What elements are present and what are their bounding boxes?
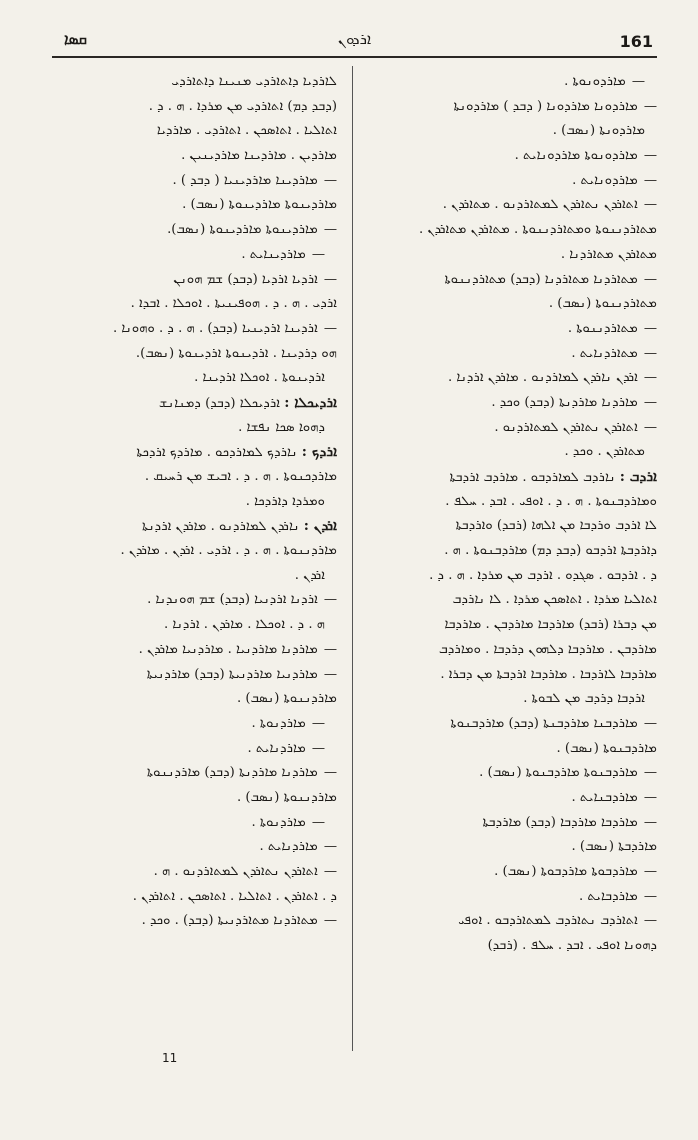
column-divider [352, 66, 353, 1051]
entry-dash: — [311, 814, 325, 830]
entry-line [374, 588, 657, 613]
entry-text: ܐܬܐܪܕܢ ܢܬܐܪܕܢ ܠܡܬܐܪܕܢܘ . ܡܬܐܪܕܢ . [442, 197, 638, 213]
entry-dash: — [323, 864, 337, 879]
headword-lemma: ܐܪܕܢ : [303, 518, 337, 535]
entry-line [54, 119, 337, 144]
entry-line [54, 885, 337, 910]
entry-text: ܗ . ܕ . ܐܘܟܠܐ . ܡܐܪܕܢ . ܐܪܕܢܐ . [163, 617, 325, 633]
entry-dash: — [323, 271, 337, 287]
entry-line [54, 144, 337, 169]
entry-line [374, 193, 657, 218]
entry-line [54, 588, 337, 613]
headword-lemma: ܐܪܕܝܟܠܐ : [284, 394, 337, 411]
entry-text: (ܕܒܕ ܕܡ) ܐܬܐܪܕܝ ܡܢ ܡܪܕܐ . ܗ . ܕ . [148, 98, 337, 114]
entry-text: ܡܐܪܕܝܢ . ܡܐܪܕܝܢܐ ܡܐܪܕܝܢܝܢ . [181, 148, 337, 164]
header-headword: ܐܪܕܘܢ [337, 30, 372, 48]
entry-text: ܕܐܪܕܒܬܐ ܐܪܕܒܘ (ܕܒܕ ܕܡ) ܡܐܪܕܒܢܘܬܐ . ܗ . [444, 543, 657, 559]
entry-text: ܘܡܐܪܕܒܢܘܬܐ . ܗ . ܕ . ܐܘܦܝ . ܐܒܕ . ܚܠܦ . [445, 493, 657, 509]
entry-dash: — [643, 789, 657, 805]
entry-text: ܠܐ ܐܪܕܒ ܘܪܕܒܐ ܡܢ ܐܠܗܐ (ܪܒܕ) ܘܐܪܕܒܬܐ [455, 518, 657, 534]
entry-text: ܡܬܐܪܕܢ ܡܬܐܪܕܢܐ . [560, 246, 657, 262]
entry-line [54, 490, 337, 515]
entry-line [54, 712, 337, 737]
entry-line [54, 169, 337, 194]
entry-dash: — [643, 345, 657, 361]
entry-text: ܡܐܪܕܢܝܐ ܡܐܪܕܢܝܬܐ (ܕܒܕ) ܡܐܪܕܢܝܬܐ [146, 666, 318, 682]
headword-lemma: ܐܪܕܟ : [301, 444, 337, 461]
entry-line [54, 909, 337, 934]
entry-line [374, 539, 657, 564]
entry-line [54, 737, 337, 762]
entry-text: ܡܐܪܕܢܘܬܐ . [251, 814, 306, 830]
entry-text: ܕ . ܐܬܐܪܕܢ . ܐܬܐܠܝܐ . ܐܬܐܣܟܢ . ܐܬܐܪܕܢ . [132, 888, 337, 904]
entry-line [54, 70, 337, 95]
entry-text: ܡܐܪܕܒܐܝܬ . [578, 888, 638, 904]
entry-text: ܢܐܪܕܢ ܠܡܐܪܕܢܘ . ܡܐܪܕܢ ܐܪܕܢܬܐ [142, 519, 300, 535]
entry-text: ܡܬܐܪܕܢ . ܘܟܕ . [564, 444, 645, 460]
entry-text: ܕܗܘܢܐ ܐܘܦܝ . ܐܒܕ . ܚܠܦ . (ܪܒܕ) [487, 938, 657, 954]
entry-line [374, 292, 657, 317]
entry-text: ܡܐܪܕܟܢܘܬܐ . ܗ . ܕ . ܐܒܝܫ ܡܢ ܪܚܝܩ . [144, 469, 337, 484]
entry-line [54, 564, 337, 589]
entry-line [54, 638, 337, 663]
entry-line [54, 514, 337, 539]
entry-text: ܡܐܪܕܘܢܘܬܐ . [564, 74, 626, 89]
entry-line [54, 687, 337, 712]
entry-text: ܡܐܪܕܝܢܘܬܐ ܡܐܪܕܝܢܘܬܐ (ܢܣܒ). [167, 222, 318, 238]
entry-line [374, 761, 657, 786]
entry-text: ܡܐܪܕܘܢܐ ܡܐܪܕܘܢܐ ( ܕܒܕ ) ܡܐܪܕܘܢܬܐ [453, 98, 638, 114]
entry-text: ܡܐܪܕܢܐܝܬ . [259, 839, 318, 855]
entry-line [54, 243, 337, 268]
entry-dash: — [643, 888, 657, 904]
entry-dash: — [643, 394, 657, 410]
entry-text: ܗܘ ܕܪܕܝܢܐ . ܐܪܕܝܢܘܬܐ ܐܪܕܝܢܘܬܐ (ܢܣܒ). [135, 345, 337, 361]
entry-line [374, 860, 657, 885]
entry-text: ܡܐܪܕܢܢܘܬܐ (ܢܣܒ) . [236, 789, 337, 805]
entry-text: ܡܐܪܕܒܐ ܡܐܪܕܒܐ (ܕܒܕ) ܡܐܪܕܒܬܐ [482, 814, 638, 830]
entry-line [54, 268, 337, 293]
entry-dash: — [643, 765, 657, 781]
entry-text: ܢܐܪܕܒ ܠܡܐܪܕܒܘ . ܡܐܪܕܒ ܐܪܕܒܬܐ [449, 470, 616, 485]
header-left-text: ܩܣܐ [64, 30, 87, 48]
page-number: 161 [619, 32, 653, 51]
entry-line [54, 366, 337, 391]
entry-line [374, 835, 657, 860]
entry-text: ܡܐܪܕܘܢܐܝܬ . [572, 172, 638, 188]
entry-text: ܐܪܕܢ . [294, 567, 325, 583]
entry-dash: — [643, 172, 657, 188]
entry-text: ܡܐܪܕܢܐ ܡܐܪܕܢܬܐ (ܕܒܕ) ܘܟܕ . [491, 394, 638, 410]
entry-line [54, 416, 337, 441]
entry-text: ܐܪܕܝܢܐ ܐܪܕܝܢܝܐ (ܕܒܕ) . ܗ . ܕ . ܘܗܘܢܐ . [112, 320, 318, 336]
entry-line [54, 786, 337, 811]
entry-text: ܡܐܪܕܒܢܘܬܐ (ܢܣܒ) . [556, 740, 657, 756]
entry-text: ܡܐܪܕܒܢܘܬܐ ܡܐܪܕܒܢܘܬܐ (ܢܣܒ) . [479, 765, 638, 781]
entry-text: ܡܐܪܕܒܬܐ (ܢܣܒ) . [571, 839, 657, 855]
entry-dash: — [643, 271, 657, 287]
entry-line [54, 193, 337, 218]
entry-text: ܡܬܐܪܕܢܐ ܡܬܐܪܕܢܐ (ܕܒܕ) ܡܬܐܪܕܢܢܘܬܐ [444, 271, 638, 287]
entry-text: ܐܪܕܝܐ ܐܪܕܝܐ (ܕܒܕ) ܫܡ ܗܘܢܢ [173, 271, 318, 287]
entry-line [54, 613, 337, 638]
entry-text: ܡܬܐܪܕܢܐ ܡܬܐܪܕܢܝܬܐ (ܕܒܕ) . ܘܟܕ . [141, 913, 318, 929]
entry-line [374, 465, 657, 490]
entry-line [374, 416, 657, 441]
entry-line [374, 490, 657, 515]
entry-dash: — [643, 864, 657, 879]
entry-text: ܡܐܪܕܒܢܐ ܡܐܪܕܒܢܬܐ (ܕܒܕ) ܡܐܪܕܒܢܘܬܐ [450, 715, 638, 731]
entry-dash: — [323, 765, 337, 781]
entry-line [54, 835, 337, 860]
signature-mark: 11 [162, 1051, 178, 1065]
entry-dash: — [643, 715, 657, 731]
entry-line [54, 539, 337, 564]
entry-dash: — [643, 98, 657, 114]
entry-line [374, 712, 657, 737]
entry-text: ܐܬܐܠܝܐ ܡܪܕܐ . ܐܬܐܣܟܢ ܡܪܕܐ . ܠܐ ܢܐܪܕܒ [452, 592, 657, 608]
entry-dash: — [323, 592, 337, 608]
entry-text: ܐܬܐܠܝܐ . ܐܬܐܣܟܢ . ܐܬܐܪܕܝ . ܡܐܪܕܝܐ [156, 123, 337, 139]
entry-dash: — [323, 320, 337, 336]
entry-line [54, 811, 337, 836]
entry-line [374, 119, 657, 144]
entry-dash: — [643, 913, 657, 929]
entry-text: ܐܪܕܒܐ ܕܪܕܒ ܡܢ ܠܒܘܬܐ . [523, 691, 645, 707]
entry-line [374, 885, 657, 910]
entry-line [374, 70, 657, 95]
entry-line [374, 811, 657, 836]
entry-text: ܐܪܕܝ . ܗ . ܕ . ܗܘܦܝܢܝܬܐ . ܐܘܟܠܐ . ܐܒܕܐ . [130, 296, 337, 312]
entry-dash: — [323, 641, 337, 657]
entry-dash: — [643, 419, 657, 435]
entry-text: ܡܐܪܕܢܢܘܬܐ (ܢܣܒ) . [236, 691, 337, 707]
entry-text: ܡܐܪܕܝܢܐ ܡܐܪܕܝܢܝܐ ( ܕܒܕ ) . [172, 172, 318, 188]
entry-dash: — [643, 197, 657, 213]
entry-dash: — [311, 715, 325, 731]
entry-line [374, 169, 657, 194]
entry-line [54, 218, 337, 243]
entry-text: ܐܬܐܪܕܢ ܢܬܐܪܕܢ ܠܡܬܐܪܕܢܘ . [494, 419, 638, 435]
entry-dash: — [323, 913, 337, 929]
entry-line [374, 737, 657, 762]
entry-text: ܡܐܪܕܘܢܘܬܐ ܡܐܪܕܘܢܐܝܬ . [514, 148, 638, 164]
entry-line [374, 342, 657, 367]
entry-line [374, 95, 657, 120]
entry-dash: — [323, 222, 337, 238]
entry-text: ܠܐܪܕܝܐ ܕܐܬܐܪܕܝ ܡܢܝܢܐ ܕܐܬܐܪܕܝ [171, 74, 337, 89]
entry-dash: — [323, 172, 337, 188]
entry-text: ܡܐܪܕܒܐ ܠܐܪܕܒܐ . ܡܐܪܕܒܐ ܐܪܕܒܬܐ ܡܢ ܕܒܪܐ . [440, 666, 657, 682]
entry-text: ܡܐܪܕܢܐ ܡܐܪܕܢܝܐ . ܡܐܪܕܢܝܐ ܡܐܪܕܢ . [138, 641, 318, 657]
entry-line [374, 564, 657, 589]
entry-dash: — [631, 74, 645, 89]
entry-line [374, 243, 657, 268]
entry-line [374, 218, 657, 243]
entry-text: ܡܐܪܕܝܢܐܝܬ . [241, 246, 306, 262]
entry-text: ܡܐܪܕܘܢܬܐ (ܢܣܒ) . [552, 123, 645, 139]
entry-dash: — [323, 839, 337, 855]
entry-line [54, 663, 337, 688]
entry-text: ܐܪܕܝܢܘܬܐ . ܐܘܟܠܐ ܐܪܕܝܢܐ . [194, 370, 325, 386]
entry-text: ܡܐܪܕܒܢܐܝܬ . [571, 789, 638, 805]
entry-dash: — [311, 740, 325, 756]
entry-dash: — [323, 666, 337, 682]
entry-text: ܐܪܕܝܟܠܐ (ܕܒܕ) ܕܡܢܐܢܫ [158, 395, 280, 411]
entry-line [54, 292, 337, 317]
entry-line [54, 317, 337, 342]
headword-lemma: ܐܪܕܒ : [619, 469, 657, 485]
entry-line [374, 268, 657, 293]
entry-text: ܡܐܪܕܒܢ . ܡܐܪܕܒܐ ܕܠܗܘܢ ܕܪܕܒܐ . ܘܡܐܪܕܒ [438, 641, 657, 657]
entry-text: ܐܪܕܢ ܢܐܪܕܢ ܠܡܐܪܕܢܘ . ܡܐܪܕܢ ܐܪܕܢܐ . [447, 370, 638, 386]
entry-line [374, 687, 657, 712]
entry-line [374, 144, 657, 169]
entry-text: ܡܐܪܕܢܘܬܐ . [251, 715, 306, 731]
entry-line [54, 761, 337, 786]
entry-line [374, 934, 657, 959]
entry-line [54, 391, 337, 416]
entry-line [374, 366, 657, 391]
entry-text: ܡܐܪܕܢܐܝܬ . [247, 740, 306, 756]
entry-text: ܡܐܪܕܢܢܘܬܐ . ܗ . ܕ . ܐܪܕܝ . ܐܪܕܢ . ܡܐܪܕܢ . [120, 543, 337, 559]
entry-line [54, 95, 337, 120]
entry-text: ܢܐܪܕܟ ܠܡܐܪܕܟܘ . ܡܐܪܕܟ ܐܪܕܟܬܐ [136, 445, 298, 461]
entry-line [374, 391, 657, 416]
entry-text: ܡܢ ܕܒܪܐ (ܪܒܕ) ܡܐܪܕܒܐ ܡܐܪܕܒܢ . ܡܐܪܕܒܐ [444, 617, 657, 633]
entry-line [374, 317, 657, 342]
entry-text: ܐܬܐܪܕܒ ܢܬܐܪܕܒ ܠܡܬܐܪܕܒܘ . ܐܘܦܝ [458, 913, 638, 929]
dictionary-page [52, 26, 657, 1096]
entry-dash: — [643, 148, 657, 164]
entry-line [374, 663, 657, 688]
entry-text: ܕ . ܐܪܕܒܘ . ܣܓܕܘ . ܐܪܕܒ ܡܢ ܡܪܕܐ . ܗ . ܕ . [429, 567, 657, 583]
entry-text: ܐܬܐܪܕܢ ܢܬܐܪܕܢ ܠܡܬܐܪܕܢܘ . ܗ . [153, 864, 318, 879]
entry-line [374, 786, 657, 811]
entry-text: ܡܐܪܕܒܘܬܐ ܡܐܪܕܒܘܬܐ (ܢܣܒ) . [494, 864, 638, 879]
entry-text: ܡܬܐܪܕܢܢܘܬܐ (ܢܣܒ) . [548, 296, 657, 312]
entry-text: ܡܬܐܪܕܢܢܘܬܐ . [567, 320, 638, 336]
entry-dash: — [643, 370, 657, 386]
entry-dash: — [643, 320, 657, 336]
entry-line [374, 638, 657, 663]
entry-line [54, 465, 337, 490]
entry-text: ܡܐܪܕܝܢܘܬܐ ܡܐܪܕܝܢܘܬܐ (ܢܣܒ) . [182, 197, 337, 213]
entry-text: ܘܡܪܕܐ ܕܐܪܕܟܐ . [245, 493, 325, 509]
entry-line [54, 440, 337, 465]
entry-text: ܐܪܕܢܐ ܐܪܕܢܝܐ (ܕܒܕ) ܫܡ ܗܘܢܕܢܐ . [147, 592, 318, 608]
entry-text: ܡܐܪܕܢܐ ܡܐܪܕܢܬܐ (ܕܒܕ) ܡܐܪܕܢܢܘܬܐ [146, 765, 318, 781]
entry-line [374, 909, 657, 934]
entry-line [54, 860, 337, 885]
entry-dash: — [643, 814, 657, 830]
entry-line [374, 514, 657, 539]
entry-text: ܡܬܐܪܕܢܢܘܬܐ ܘܡܬܐܪܕܢܢܘܬܐ . ܡܬܐܪܕܢ ܡܬܐܪܕܢ . [419, 222, 657, 238]
entry-text: ܕܗܘܐ ܣܟܐ ܢܦܫܐ . [238, 419, 325, 435]
entry-line [374, 440, 657, 465]
entry-line [374, 613, 657, 638]
entry-dash: — [311, 246, 325, 262]
entry-line [54, 342, 337, 367]
entry-text: ܡܬܐܪܕܢܐܝܬ . [571, 345, 638, 361]
running-header [52, 26, 657, 58]
left-column [54, 70, 337, 1045]
right-column [374, 70, 657, 1045]
